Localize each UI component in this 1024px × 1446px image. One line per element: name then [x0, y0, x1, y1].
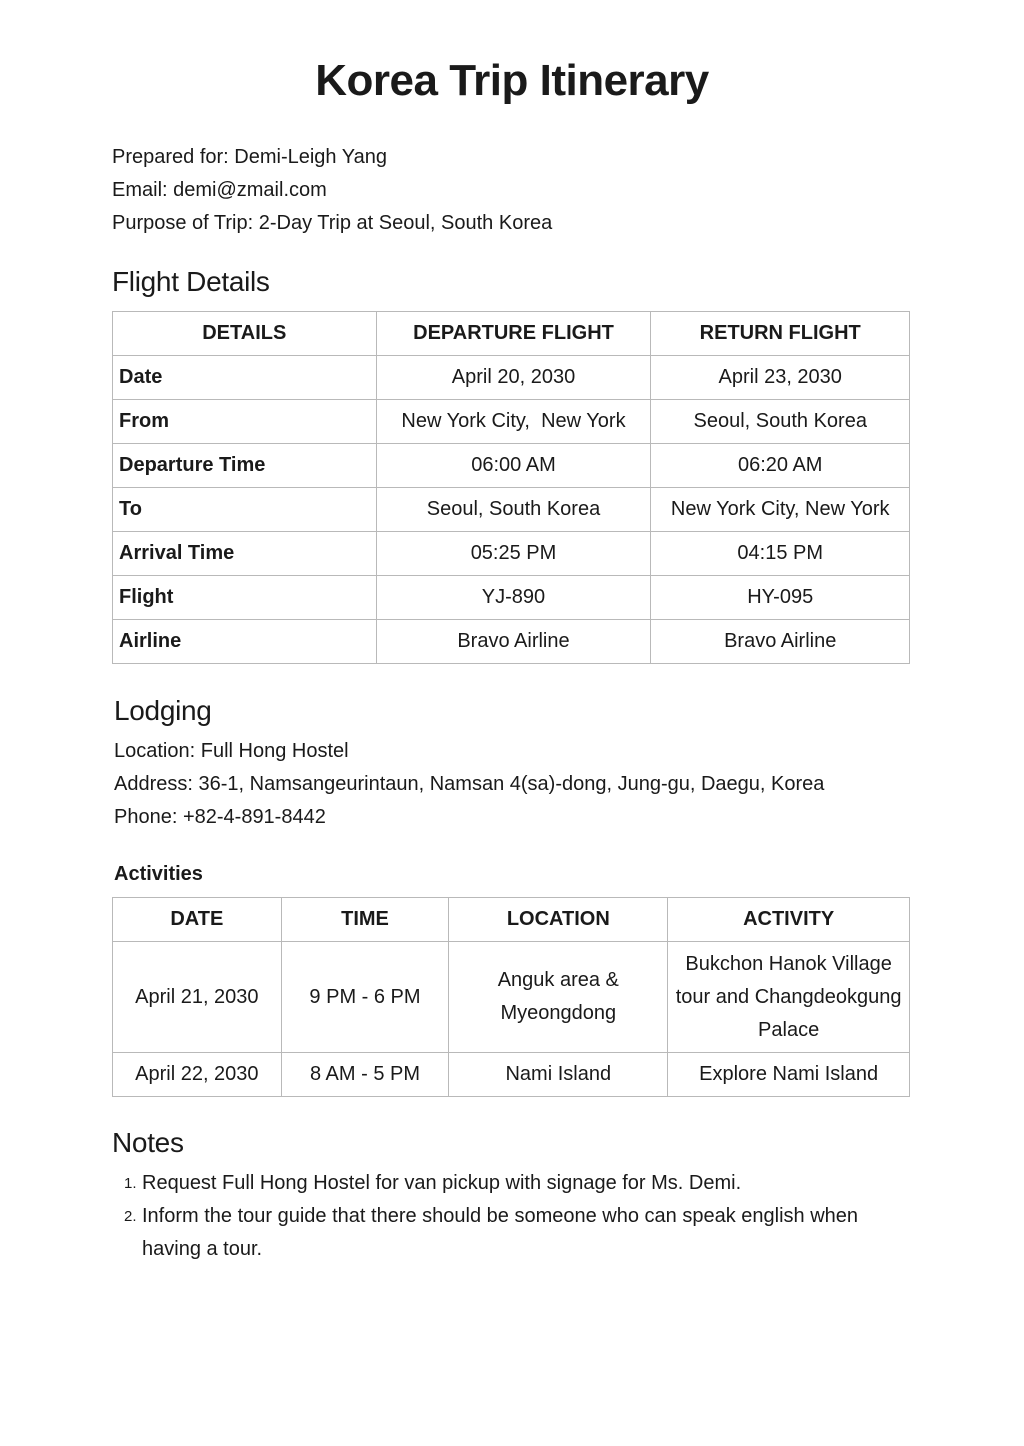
- activities-table: [112, 897, 910, 1097]
- activity-description: Bukchon Hanok Village tour and Changdeokgung Palace: [668, 942, 910, 1053]
- table-header-row: [113, 898, 910, 942]
- list-item: [112, 1167, 912, 1200]
- column-header: DATE: [113, 898, 282, 942]
- notes-list: [112, 1167, 912, 1266]
- lodging-location: Location: Full Hong Hostel: [114, 740, 349, 762]
- return-cell: 04:15 PM: [651, 532, 910, 576]
- activity-time: 9 PM - 6 PM: [281, 942, 449, 1053]
- departure-cell: New York City, New York: [376, 400, 651, 444]
- list-item: [112, 1200, 912, 1266]
- table-row: [113, 444, 910, 488]
- activity-location: Nami Island: [449, 1053, 668, 1097]
- table-row: [113, 488, 910, 532]
- row-label: To: [113, 488, 377, 532]
- note-text: Request Full Hong Hostel for van pickup with signage for Ms. Demi.: [142, 1172, 742, 1194]
- prepared-for: Prepared for: Demi-Leigh Yang: [112, 146, 387, 168]
- column-header: LOCATION: [449, 898, 668, 942]
- table-row: [113, 532, 910, 576]
- column-header: ACTIVITY: [668, 898, 910, 942]
- flight-details-table: [112, 311, 910, 664]
- table-row: [113, 942, 910, 1053]
- table-row: [113, 356, 910, 400]
- table-row: [113, 620, 910, 664]
- return-cell: Bravo Airline: [651, 620, 910, 664]
- table-header-row: [113, 312, 910, 356]
- activity-time: 8 AM - 5 PM: [281, 1053, 449, 1097]
- page-title: Korea Trip Itinerary: [315, 56, 709, 105]
- trip-purpose: Purpose of Trip: 2-Day Trip at Seoul, South Korea: [112, 212, 553, 234]
- note-text: Inform the tour guide that there should be someone who can speak english when having a tour.: [142, 1205, 859, 1260]
- column-header: DETAILS: [113, 312, 377, 356]
- lodging-address: Address: 36-1, Namsangeurintaun, Namsan 4(sa)-dong, Jung-gu, Daegu, Korea: [114, 773, 825, 795]
- row-label: From: [113, 400, 377, 444]
- row-label: Flight: [113, 576, 377, 620]
- notes-heading: Notes: [112, 1127, 184, 1158]
- return-cell: Seoul, South Korea: [651, 400, 910, 444]
- list-number: 2.: [124, 1208, 137, 1225]
- table-row: [113, 400, 910, 444]
- table-row: [113, 576, 910, 620]
- departure-cell: 05:25 PM: [376, 532, 651, 576]
- row-label: Date: [113, 356, 377, 400]
- column-header: DEPARTURE FLIGHT: [376, 312, 651, 356]
- row-label: Airline: [113, 620, 377, 664]
- departure-cell: Seoul, South Korea: [376, 488, 651, 532]
- row-label: Arrival Time: [113, 532, 377, 576]
- flight-details-heading: Flight Details: [112, 266, 270, 297]
- row-label: Departure Time: [113, 444, 377, 488]
- return-cell: 06:20 AM: [651, 444, 910, 488]
- column-header: TIME: [281, 898, 449, 942]
- table-row: [113, 1053, 910, 1097]
- activity-date: April 21, 2030: [113, 942, 282, 1053]
- departure-cell: 06:00 AM: [376, 444, 651, 488]
- departure-cell: April 20, 2030: [376, 356, 651, 400]
- activity-location: Anguk area & Myeongdong: [449, 942, 668, 1053]
- departure-cell: YJ-890: [376, 576, 651, 620]
- activities-heading: Activities: [114, 863, 203, 885]
- departure-cell: Bravo Airline: [376, 620, 651, 664]
- activity-date: April 22, 2030: [113, 1053, 282, 1097]
- return-cell: New York City, New York: [651, 488, 910, 532]
- lodging-heading: Lodging: [114, 695, 212, 726]
- activity-description: Explore Nami Island: [668, 1053, 910, 1097]
- return-cell: April 23, 2030: [651, 356, 910, 400]
- return-cell: HY-095: [651, 576, 910, 620]
- lodging-phone: Phone: +82-4-891-8442: [114, 806, 326, 828]
- column-header: RETURN FLIGHT: [651, 312, 910, 356]
- email: Email: demi@zmail.com: [112, 179, 327, 201]
- list-number: 1.: [124, 1175, 137, 1192]
